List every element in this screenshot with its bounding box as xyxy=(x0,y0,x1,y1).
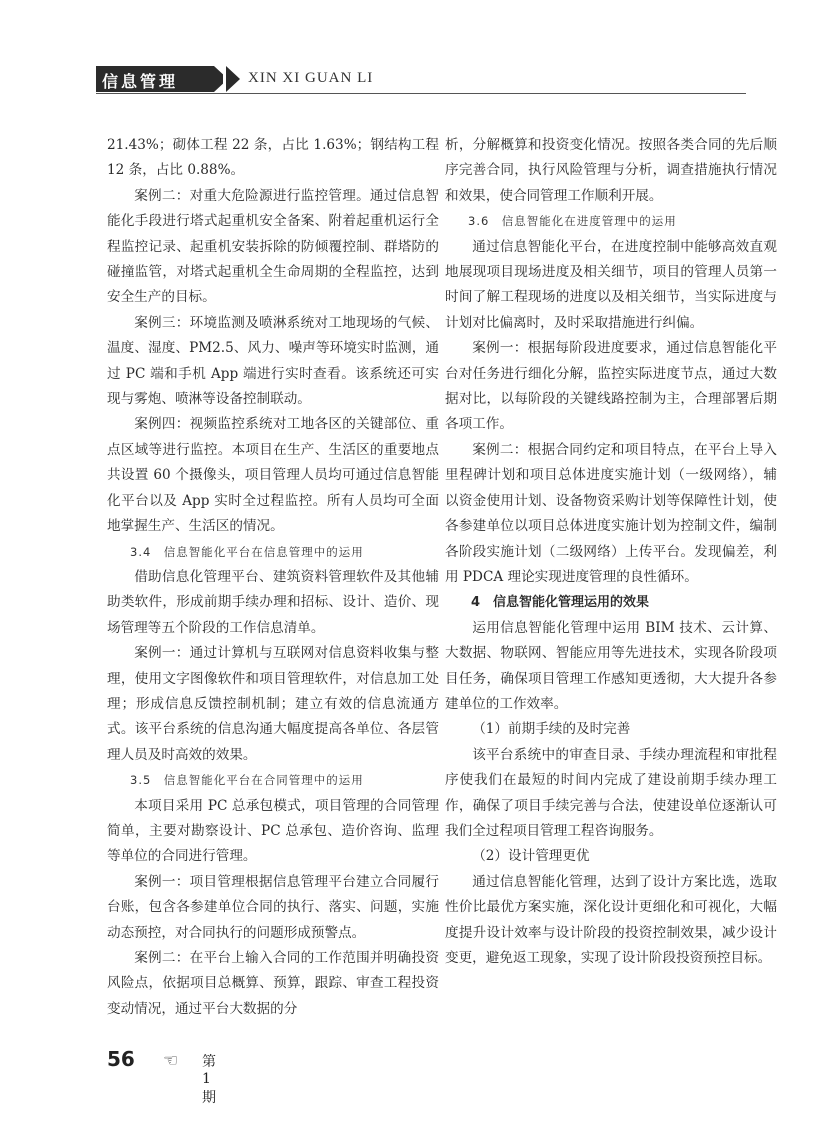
section-tab xyxy=(96,66,214,92)
paragraph: 本项目采用 PC 总承包模式，项目管理的合同管理简单，主要对勘察设计、PC 总承包、造价咨询、监理等单位的合同进行管理。 xyxy=(107,797,439,865)
paragraph: 该平台系统中的审查目录、手续办理流程和审批程序使我们在最短的时间内完成了建设前期手续办理工作，确保了项目手续完善与合法，使建设单位逐渐认可我们全过程项目管理工程咨询服务。 xyxy=(445,746,777,839)
paragraph: 案例四：视频监控系统对工地各区的关键部位、重点区域等进行监控。本项目在生产、生活区的重要地点共设置 60 个摄像头，项目管理人员均可通过信息智能化平台以及 App 实时全过程监控。所有人员均可全面地掌握生产、生活区的情况。 xyxy=(107,416,439,535)
header-rule xyxy=(96,93,746,94)
list-item-heading: （1）前期手续的及时完善 xyxy=(472,721,631,738)
paragraph: 通过信息智能化管理，达到了设计方案比选，选取性价比最优方案实施，深化设计更细化和可视化，大幅度提升设计效率与设计阶段的投资控制效果，减少设计变更，避免返工现象，实现了设计阶段投资预控目标。 xyxy=(445,873,777,966)
section-tab-label: 信息管理 xyxy=(102,72,179,91)
left-column xyxy=(107,133,439,1022)
paragraph: 案例三：环境监测及喷淋系统对工地现场的气候、温度、湿度、PM2.5、风力、噪声等环境实时监测，通过 PC 端和手机 App 端进行实时查看。该系统还可实现与雾炮、喷淋等设备控制联动。 xyxy=(107,314,439,408)
page-number: 56 xyxy=(107,1047,135,1071)
paragraph: 案例二：在平台上输入合同的工作范围并明确投资风险点，依据项目总概算、预算，跟踪、审查工程投资变动情况，通过平台大数据的分 xyxy=(107,950,439,1017)
paragraph: 案例二：对重大危险源进行监控管理。通过信息智能化手段进行塔式起重机安全备案、附着起重机运行全程监控记录、起重机安装拆除的防倾覆控制、群塔防的碰撞监管，对塔式起重机全生命周期的全程监控，达到安全生产的目标。 xyxy=(107,187,439,306)
paragraph: 案例二：根据合同约定和项目特点，在平台上导入里程碑计划和项目总体进度实施计划（一级网络），辅以资金使用计划、设备物资采购计划等保障性计划，使各参建单位以项目总体进度实施计划为控制文件，编制各阶段实施计划（二级网络）上传平台。发现偏差，利用 PDCA 理论实现进度管理的良性循环。 xyxy=(445,441,777,585)
section-pinyin-title: XIN XI GUAN LI xyxy=(248,70,374,86)
paragraph: 借助信息化管理平台、建筑资料管理软件及其他辅助类软件，形成前期手续办理和招标、设计、造价、现场管理等五个阶段的工作信息清单。 xyxy=(107,568,439,636)
issue-label: 第 1 期 xyxy=(202,1054,218,1106)
pointing-hand-icon: ☜ xyxy=(163,1051,179,1071)
paragraph: 运用信息智能化管理中运用 BIM 技术、云计算、大数据、物联网、智能应用等先进技术，实现各阶段项目任务，确保项目管理工作感知更透彻，大大提升各参建单位的工作效率。 xyxy=(445,619,777,712)
paragraph: 案例一：根据每阶段进度要求，通过信息智能化平台对任务进行细化分解，监控实际进度节点，通过大数据对比，以每阶段的关键线路控制为主，合理部署后期各项工作。 xyxy=(445,340,777,433)
chevron-decoration xyxy=(226,66,240,92)
subsection-heading: 3.6 信息智能化在进度管理中的运用 xyxy=(468,214,677,229)
paragraph: 案例一：通过计算机与互联网对信息资料收集与整理，使用文字图像软件和项目管理软件，对信息加工处理；形成信息反馈控制机制；建立有效的信息流通方式。该平台系统的信息沟通大幅度提高各单位、各层管理人员及时高效的效果。 xyxy=(107,645,439,763)
paragraph: 析，分解概算和投资变化情况。按照各类合同的先后顺序完善合同，执行风险管理与分析，调查措施执行情况和效果，使合同管理工作顺利开展。 xyxy=(445,137,777,204)
list-item-heading: （2）设计管理更优 xyxy=(472,848,590,865)
paragraph: 21.43%；砌体工程 22 条，占比 1.63%；钢结构工程 12 条，占比 0.88%。 xyxy=(107,137,439,179)
paragraph: 案例一：项目管理根据信息管理平台建立合同履行台账，包含各参建单位合同的执行、落实、问题，实施动态预控，对合同执行的问题形成预警点。 xyxy=(107,873,439,941)
right-column xyxy=(445,133,777,971)
paragraph: 通过信息智能化平台，在进度控制中能够高效直观地展现项目现场进度及相关细节，项目的管理人员第一时间了解工程现场的进度以及相关细节，当实际进度与计划对比偏离时，及时采取措施进行纠偏。 xyxy=(445,238,777,331)
section-heading: 4 信息智能化管理运用的效果 xyxy=(471,595,650,611)
subsection-heading: 3.4 信息智能化平台在信息管理中的运用 xyxy=(130,544,364,559)
running-header xyxy=(96,66,746,92)
subsection-heading: 3.5 信息智能化平台在合同管理中的运用 xyxy=(130,773,364,788)
